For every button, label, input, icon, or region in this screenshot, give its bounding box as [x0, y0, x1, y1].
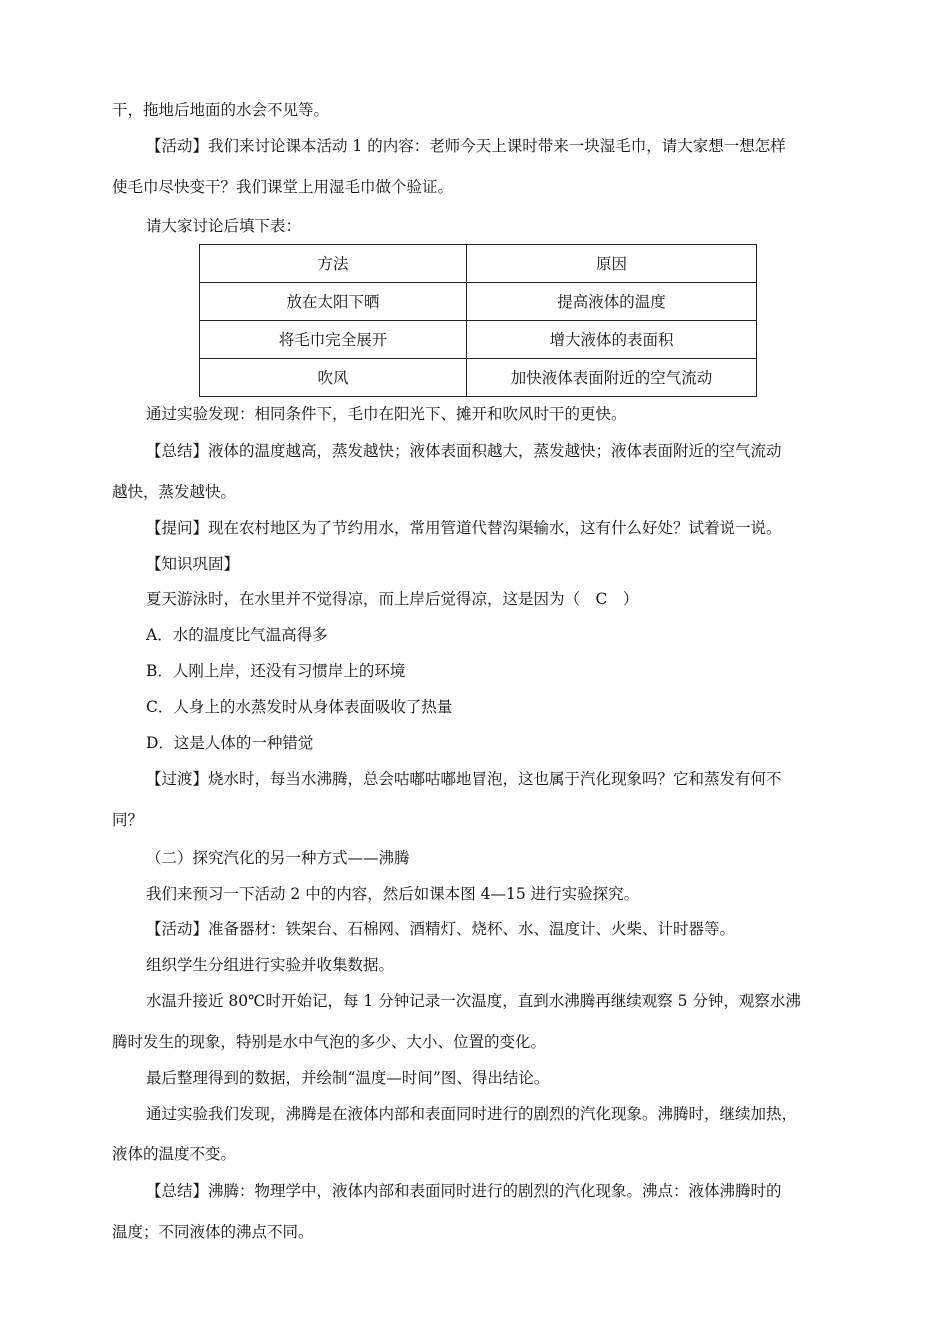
- paragraph-line: 最后整理得到的数据，并绘制“温度—时间”图、得出结论。: [146, 1069, 550, 1087]
- paragraph-line: 【总结】沸腾：物理学中，液体内部和表面同时进行的剧烈的汽化现象。沸点：液体沸腾时的: [146, 1182, 782, 1200]
- answer-option: A．水的温度比气温高得多: [146, 626, 328, 644]
- paragraph-line: 腾时发生的现象，特别是水中气泡的多少、大小、位置的变化。: [112, 1033, 547, 1051]
- paragraph-line: 【总结】液体的温度越高，蒸发越快；液体表面积越大，蒸发越快；液体表面附近的空气流动: [146, 442, 782, 460]
- paragraph-line: 通过实验我们发现，沸腾是在液体内部和表面同时进行的剧烈的汽化现象。沸腾时，继续加热，: [146, 1105, 798, 1123]
- paragraph-line: 干，拖地后地面的水会不见等。: [112, 101, 330, 119]
- paragraph-line: 【活动】我们来讨论课本活动 1 的内容：老师今天上课时带来一块湿毛巾，请大家想一想怎样: [146, 137, 786, 155]
- paragraph-line: 越快，蒸发越快。: [112, 483, 237, 501]
- paragraph-line: 同？: [112, 811, 144, 829]
- answer-option: C．人身上的水蒸发时从身体表面吸收了热量: [146, 698, 453, 716]
- paragraph-line: 液体的温度不变。: [112, 1145, 237, 1163]
- paragraph-line: 【提问】现在农村地区为了节约用水，常用管道代替沟渠输水，这有什么好处？试着说一说。: [146, 519, 782, 537]
- table-cell: 增大液体的表面积: [467, 321, 757, 359]
- paragraph-line: 组织学生分组进行实验并收集数据。: [146, 956, 395, 974]
- table-header-row: [200, 245, 757, 283]
- answer-option: B．人刚上岸，还没有习惯岸上的环境: [146, 662, 406, 680]
- answer-option: D．这是人体的一种错觉: [146, 734, 314, 752]
- methods-table: [199, 244, 757, 397]
- table-header-cell: 原因: [467, 245, 757, 283]
- table-cell: 加快液体表面附近的空气流动: [467, 359, 757, 397]
- table-header-cell: 方法: [200, 245, 467, 283]
- paragraph-line: 请大家讨论后填下表：: [146, 217, 302, 235]
- paragraph-line: 通过实验发现：相同条件下，毛巾在阳光下、摊开和吹风时干的更快。: [146, 405, 627, 423]
- table-row: [200, 359, 757, 397]
- paragraph-line: 【过渡】烧水时，每当水沸腾，总会咕嘟咕嘟地冒泡，这也属于汽化现象吗？它和蒸发有何不: [146, 770, 782, 788]
- paragraph-line: 水温升接近 80℃时开始记，每 1 分钟记录一次温度，直到水沸腾再继续观察 5 分钟，观察水沸: [146, 992, 801, 1010]
- table-cell: 吹风: [200, 359, 467, 397]
- table-cell: 将毛巾完全展开: [200, 321, 467, 359]
- paragraph-line: 温度；不同液体的沸点不同。: [112, 1223, 314, 1241]
- table-row: [200, 283, 757, 321]
- paragraph-line: 【活动】准备器材：铁架台、石棉网、酒精灯、烧杯、水、温度计、火柴、计时器等。: [146, 920, 736, 938]
- table-row: [200, 321, 757, 359]
- paragraph-line: 我们来预习一下活动 2 中的内容，然后如课本图 4—15 进行实验探究。: [146, 885, 640, 903]
- paragraph-line: 使毛巾尽快变干？我们课堂上用湿毛巾做个验证。: [112, 178, 454, 196]
- section-heading: 【知识巩固】: [146, 555, 240, 573]
- table-cell: 提高液体的温度: [467, 283, 757, 321]
- section-heading: （二）探究汽化的另一种方式——沸腾: [146, 849, 410, 867]
- table-cell: 放在太阳下晒: [200, 283, 467, 321]
- question-stem: 夏天游泳时，在水里并不觉得凉，而上岸后觉得凉，这是因为（ C ）: [146, 590, 639, 608]
